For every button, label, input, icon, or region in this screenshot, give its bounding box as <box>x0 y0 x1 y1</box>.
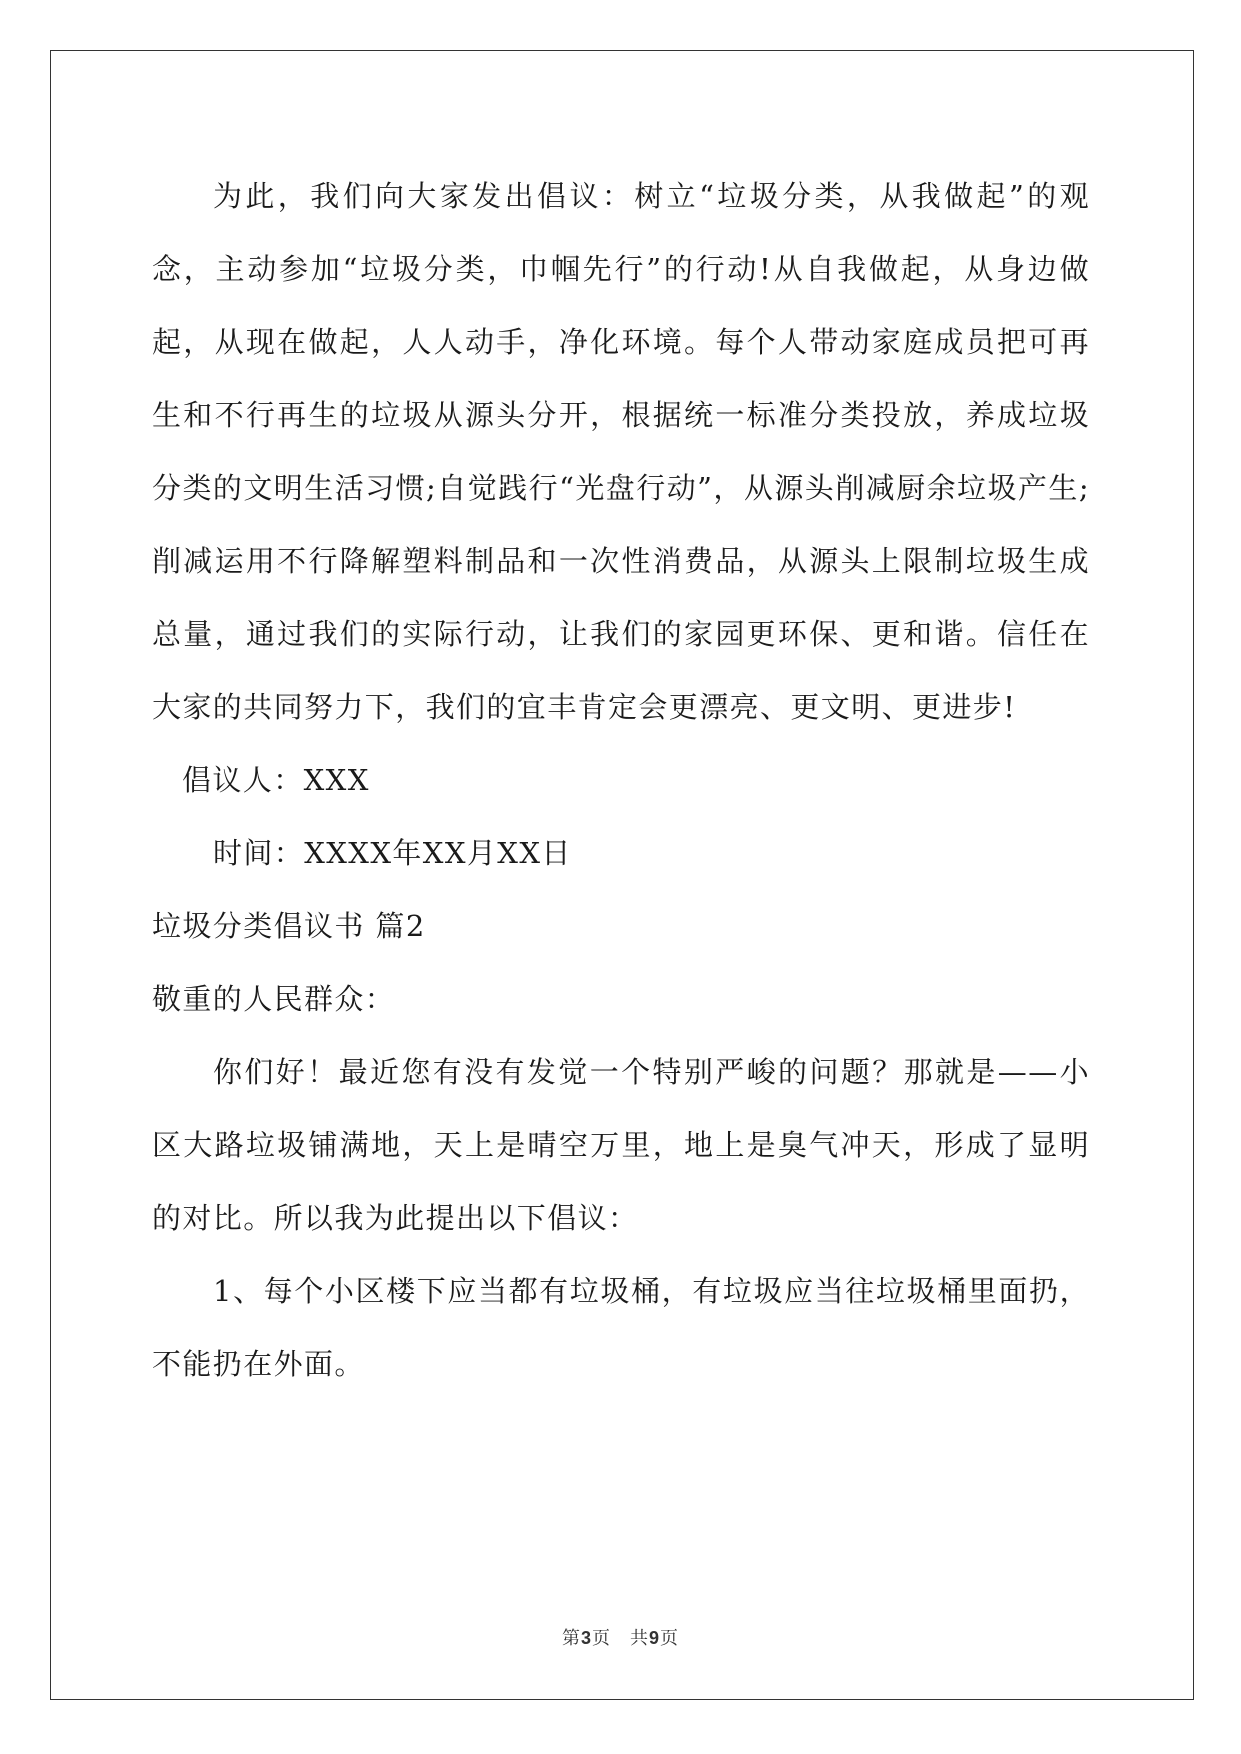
footer-current-page: 3 <box>580 1628 592 1648</box>
section-title: 垃圾分类倡议书 篇2 <box>152 909 426 943</box>
footer-suffix: 页 <box>660 1628 680 1649</box>
paragraph-intro: 你们好！最近您有没有发觉一个特别严峻的问题？那就是——小区大路垃圾铺满地，天上是晴空万里，地上是臭气冲天，形成了显明的对比。所以我为此提出以下倡议： <box>152 1055 1090 1235</box>
footer-mid: 页 共 <box>592 1628 649 1649</box>
footer-prefix: 第 <box>561 1628 581 1649</box>
footer-total-pages: 9 <box>649 1628 661 1648</box>
date-line: 时间：XXXX年XX月XX日 <box>213 836 572 870</box>
page-footer <box>0 1624 1241 1650</box>
paragraph-proposal: 为此，我们向大家发出倡议：树立“垃圾分类，从我做起”的观念，主动参加“垃圾分类，巾帼先行”的行动!从自我做起，从身边做起，从现在做起，人人动手，净化环境。每个人带动家庭成员把可再生和不行再生的垃圾从源头分开，根据统一标准分类投放，养成垃圾分类的文明生活习惯;自觉践行“光盘行动”，从源头削减厨余垃圾产生;削减运用不行降解塑料制品和一次性消费品，从源头上限制垃圾生成总量，通过我们的实际行动，让我们的家园更环保、更和谐。信任在大家的共同努力下，我们的宜丰肯定会更漂亮、更文明、更进步! <box>152 179 1090 724</box>
document-body <box>152 160 1090 1401</box>
proposer-line: 倡议人：XXX <box>182 763 370 797</box>
paragraph-item-1: 1、每个小区楼下应当都有垃圾桶，有垃圾应当往垃圾桶里面扔，不能扔在外面。 <box>152 1274 1090 1381</box>
greeting-line: 敬重的人民群众： <box>152 982 396 1016</box>
